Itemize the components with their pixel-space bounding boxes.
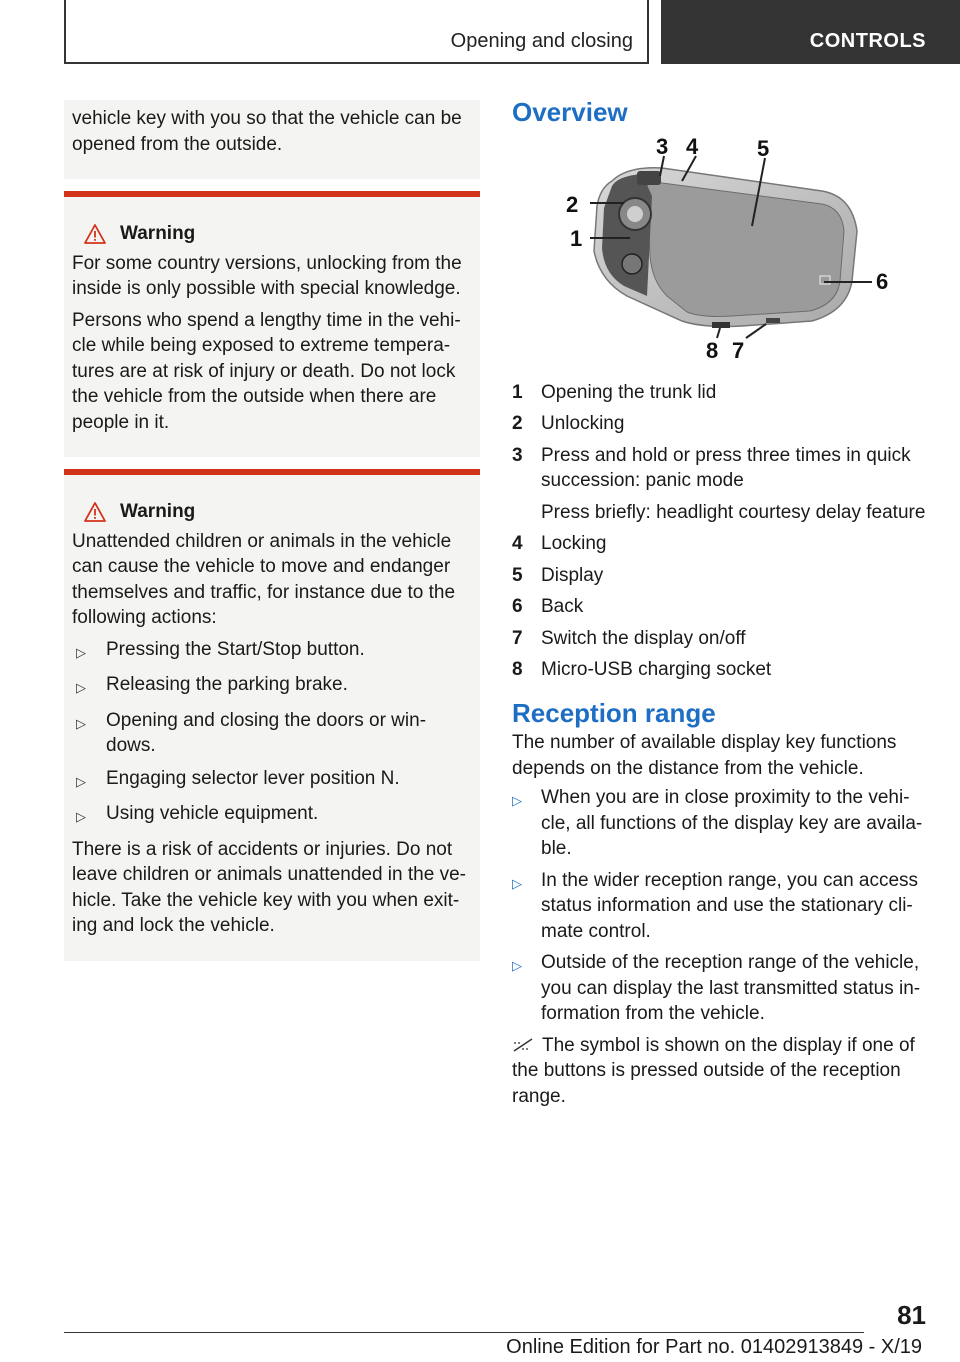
warning-box-2 — [64, 469, 480, 961]
bullet-triangle-icon: ▷ — [512, 793, 522, 808]
figure-label-4: 4 — [686, 135, 699, 159]
bullet-triangle-icon: ▷ — [76, 644, 86, 660]
bullet-triangle-icon: ▷ — [512, 875, 522, 891]
warning-triangle-icon — [84, 502, 106, 522]
page-header-section: CONTROLS — [809, 30, 926, 52]
symbol-note: The symbol is shown on the display if one of the buttons is pressed outside of the reception range. — [512, 1034, 915, 1107]
figure-label-8: 8 — [706, 337, 719, 363]
list-item: 8 Micro-USB charging socket — [512, 659, 772, 680]
warning-label: Warning — [120, 501, 196, 522]
list-item: 4 Locking — [512, 533, 607, 554]
display-key-illustration — [552, 136, 892, 366]
warning1-para2: Persons who spend a lengthy time in the vehi-cle while being exposed to extreme tempera-tures are at risk of injury or death. Do not lock the vehicle from the outside when there are people in it. — [72, 309, 461, 433]
warning2-para2: There is a risk of accidents or injuries. Do not leave children or animals unattended in the ve-hicle. Take the vehicle key with you when exit-ing and lock the vehicle. — [72, 838, 466, 936]
figure-label-3: 3 — [656, 135, 669, 159]
list-item: 1 Opening the trunk lid — [512, 381, 717, 403]
warning-box-1 — [64, 191, 480, 457]
header-title-box — [64, 0, 649, 64]
overview-heading: Overview — [512, 97, 628, 127]
page-number: 81 — [897, 1300, 926, 1330]
warning2-bullet-list — [72, 637, 472, 830]
warning2-para1: Unattended children or animals in the vehicle can cause the vehicle to move and endanger themselves and traffic, for instance due to the following actions: — [72, 530, 456, 628]
list-item: ▷ Opening and closing the doors or win-dows. — [76, 708, 472, 759]
warning-triangle-icon — [84, 224, 106, 244]
bullet-triangle-icon: ▷ — [76, 680, 86, 695]
footer-edition: Online Edition for Part no. 01402913849 - X/19 — [506, 1336, 922, 1358]
list-item: ▷ Using vehicle equipment. — [76, 801, 472, 830]
list-item: ▷ In the wider reception range, you can access status information and use the stationary cli-mate control. — [512, 868, 926, 945]
left-column — [64, 100, 480, 961]
figure-label-6: 6 — [876, 268, 889, 294]
warning-heading-1 — [72, 221, 472, 247]
reception-heading: Reception range — [512, 697, 716, 728]
out-of-range-signal-icon — [512, 1037, 534, 1053]
bullet-triangle-icon: ▷ — [76, 809, 86, 824]
continued-note-box — [64, 100, 480, 179]
figure-label-7: 7 — [732, 337, 745, 363]
bullet-triangle-icon: ▷ — [76, 715, 86, 731]
list-item: 2 Unlocking — [512, 413, 625, 434]
overview-list-cont — [512, 531, 926, 683]
bullet-triangle-icon: ▷ — [76, 773, 86, 789]
reception-bullet-list — [512, 785, 926, 1027]
reception-intro: The number of available display key functions depends on the distance from the vehicle. — [512, 732, 897, 779]
list-item: 3 Press and hold or press three times in quick succession: panic mode — [512, 444, 911, 491]
display-key-figure — [552, 136, 892, 366]
figure-label-5: 5 — [757, 135, 770, 161]
warning1-para1: For some country versions, unlocking from the inside is only possible with special knowledge. — [72, 252, 462, 299]
list-item: 7 Switch the display on/off — [512, 627, 746, 649]
overview-item3-sub: Press briefly: headlight courtesy delay feature — [541, 501, 926, 523]
list-item: ▷ Engaging selector lever position N. — [76, 766, 472, 795]
right-column — [512, 97, 926, 1109]
list-item: ▷ When you are in close proximity to the vehi-cle, all functions of the display key are availa-ble. — [512, 785, 926, 862]
warning-heading-2 — [72, 499, 472, 525]
header-section-box — [661, 0, 960, 64]
list-item: ▷ Pressing the Start/Stop button. — [76, 637, 472, 666]
figure-label-1: 1 — [570, 225, 583, 251]
list-item: ▷ Releasing the parking brake. — [76, 672, 472, 701]
bullet-triangle-icon: ▷ — [512, 958, 522, 973]
page-header-title: Opening and closing — [450, 30, 633, 52]
list-item: ▷ Outside of the reception range of the vehicle, you can display the last transmitted status in-formation from the vehicle. — [512, 950, 926, 1027]
figure-label-2: 2 — [566, 191, 579, 217]
footer-divider — [64, 1332, 864, 1333]
intro-text: vehicle key with you so that the vehicle can be opened from the outside. — [72, 108, 462, 155]
list-item: 5 Display — [512, 564, 604, 586]
warning-label: Warning — [120, 223, 196, 244]
list-item: 6 Back — [512, 596, 584, 617]
overview-list — [512, 380, 926, 494]
